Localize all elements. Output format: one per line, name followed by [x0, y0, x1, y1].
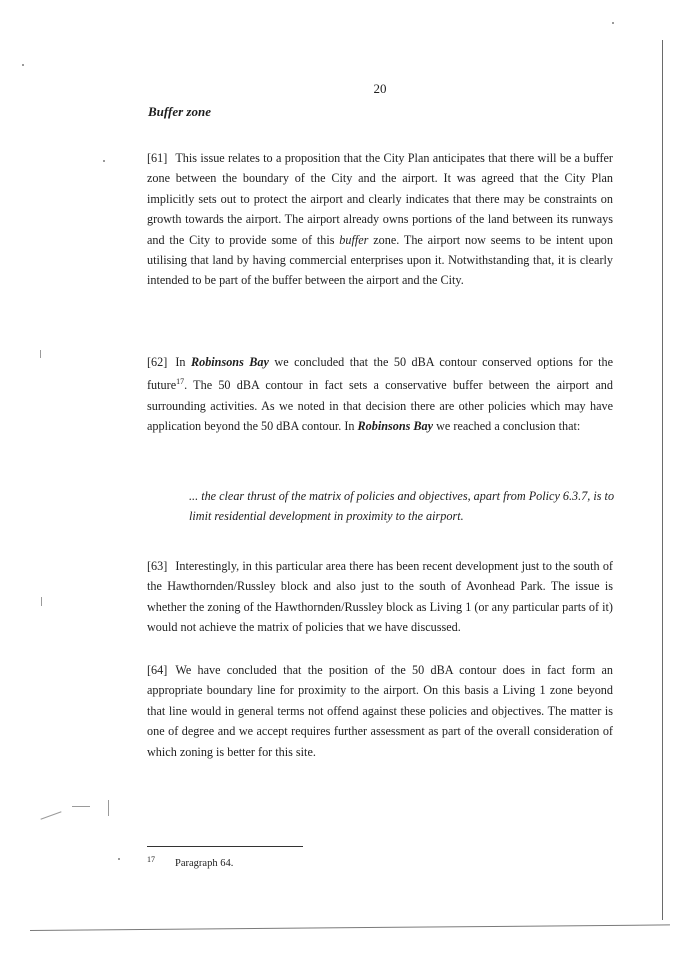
scan-speck	[40, 811, 61, 819]
scan-speck	[612, 22, 614, 24]
footnote-rule	[147, 846, 303, 847]
footnote-reference: 17	[176, 377, 185, 387]
paragraph-number: [64]	[147, 663, 168, 677]
case-name: Robinsons Bay	[357, 419, 434, 434]
paragraph-64	[147, 660, 613, 762]
paragraph-number: [62]	[147, 355, 168, 369]
page-edge-right	[662, 40, 663, 920]
paragraph-61	[147, 148, 613, 291]
scan-speck	[40, 350, 41, 358]
section-heading: Buffer zone	[148, 104, 211, 119]
paragraph-text: Interestingly, in this particular area there has been recent development just to the south of the Hawthornden/Russley block and also just to the south of Avonhead Park. The issue is whether the zoning of the Hawthornden/Russley block as Living 1 (or any particular parts of it) would not achieve the matrix of policies that we have discussed.	[147, 559, 613, 635]
paragraph-number: [63]	[147, 559, 168, 573]
footnote-text: Paragraph 64.	[175, 858, 234, 869]
page-number: 20	[373, 81, 387, 96]
block-quote: ... the clear thrust of the matrix of policies and objectives, apart from Policy 6.3.7, is to limit residential development in proximity to the airport.	[189, 489, 615, 524]
emphasis-text: buffer	[339, 232, 369, 247]
case-name: Robinsons Bay	[190, 355, 269, 369]
paragraph-text: . The 50 dBA contour in fact sets a conservative buffer between the airport and surrounding activities. As we noted in that decision there are other policies which may have application beyond the 50 dBA contour. In	[147, 378, 613, 434]
scan-speck	[118, 858, 120, 860]
scan-speck	[41, 597, 42, 606]
paragraph-text: This issue relates to a proposition that the City Plan anticipates that there will be a buffer zone between the boundary of the City and the airport. It was agreed that the City Plan implicitly sets out to protect the airport and clearly indicates that there may be constraints on growth towards the airport. The airport already owns portions of the land between its runways and the City to provide some of this	[147, 151, 613, 247]
scan-speck	[22, 64, 24, 66]
scan-speck	[108, 800, 109, 816]
scan-speck	[72, 806, 90, 807]
paragraph-number: [61]	[147, 151, 168, 165]
paragraph-63	[147, 556, 613, 638]
paragraph-62	[147, 352, 613, 437]
footnote	[147, 855, 233, 869]
paragraph-text: we concluded that the 50 dBA contour conserved options for the future	[147, 355, 613, 393]
scan-speck	[103, 160, 105, 162]
footnote-mark: 17	[147, 855, 155, 864]
page-edge-bottom	[30, 924, 670, 931]
paragraph-text: we reached a conclusion that:	[433, 419, 581, 434]
paragraph-text: zone. The airport now seems to be intent upon utilising that land by having commercial enterprises upon it. Notwithstanding that, it is clearly intended to be part of the buffer between the airport and the City.	[147, 232, 613, 288]
paragraph-text: We have concluded that the position of the 50 dBA contour does in fact form an appropriate boundary line for proximity to the airport. On this basis a Living 1 zone beyond that line would in general terms not offend against these policies and objectives. The matter is one of degree and we accept requires further assessment as part of the overall consideration of which zoning is better for this site.	[147, 663, 613, 759]
paragraph-text: In	[175, 355, 191, 369]
